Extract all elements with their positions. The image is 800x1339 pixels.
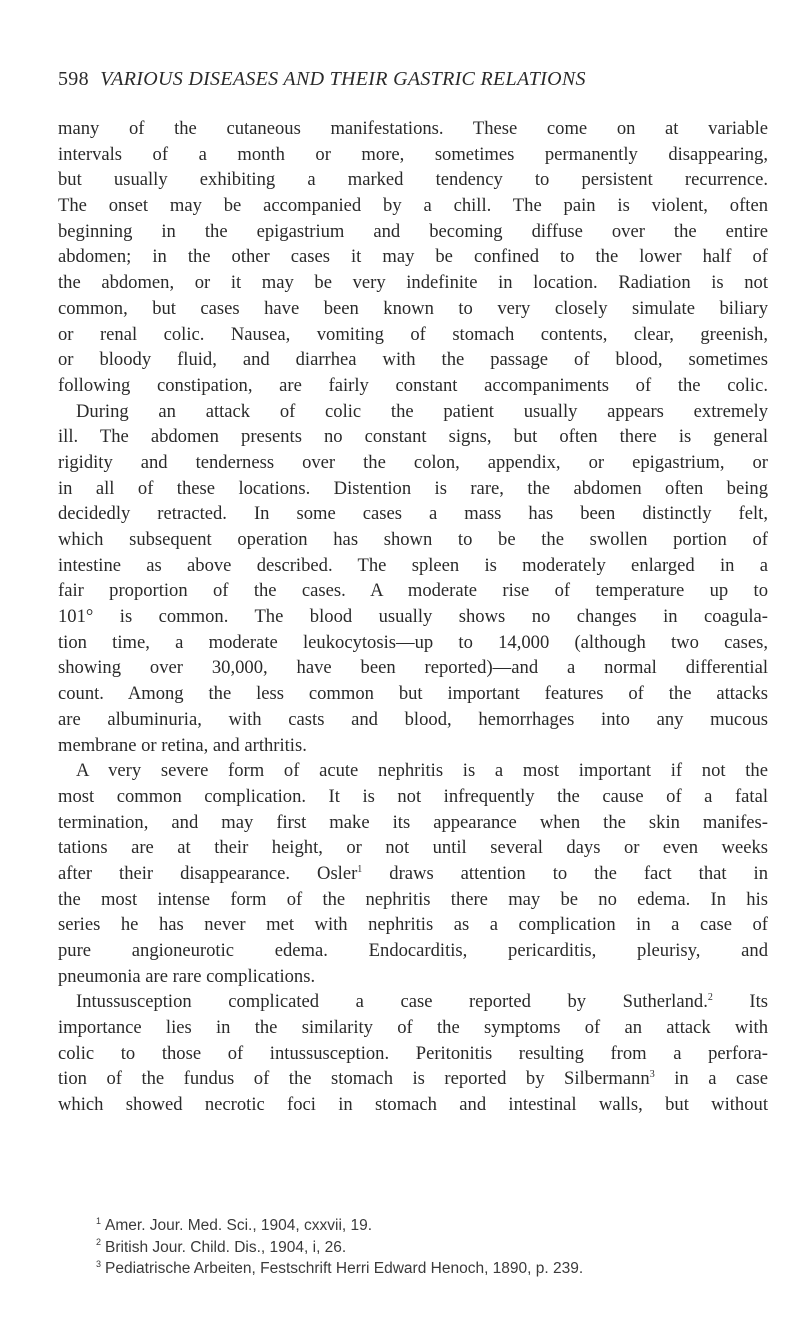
text-line: beginning in the epigastrium and becoming diffuse over the entire	[58, 220, 768, 242]
text-line: tations are at their height, or not until several days or even weeks	[58, 837, 768, 859]
text-line: importance lies in the similarity of the symptoms of an attack with	[58, 1017, 768, 1039]
footnote-mark: 1	[96, 1215, 102, 1226]
text-line: abdomen; in the other cases it may be confined to the lower half of	[58, 246, 768, 268]
text-line: most common complication. It is not infrequently the cause of a fatal	[58, 785, 768, 807]
footnote	[96, 1237, 776, 1259]
footnote-ref-3: 3	[649, 1069, 655, 1081]
text-line: ill. The abdomen presents no constant signs, but often there is general	[58, 426, 768, 448]
text-line: in all of these locations. Distention is rare, the abdomen often being	[58, 477, 768, 499]
text-line: intestine as above described. The spleen is moderately enlarged in a	[58, 554, 768, 576]
text-line: decidedly retracted. In some cases a mass has been distinctly felt,	[58, 503, 768, 525]
text-line: 101° is common. The blood usually shows no changes in coagula-	[58, 606, 768, 628]
running-header	[58, 68, 758, 91]
text-line: During an attack of colic the patient usually appears extremely	[76, 400, 768, 422]
footnote-ref-2: 2	[707, 992, 713, 1004]
text-line: pure angioneurotic edema. Endocarditis, pericarditis, pleurisy, and	[58, 940, 768, 961]
footnote-ref-1: 1	[357, 863, 363, 875]
text-line: count. Among the less common but important features of the attacks	[58, 683, 768, 705]
text-line: tion time, a moderate leukocytosis—up to 14,000 (although two cases,	[58, 631, 768, 653]
text-segment: Its	[712, 991, 768, 1013]
text-line: the most intense form of the nephritis there may be no edema. In his	[58, 888, 768, 910]
text-segment: Intussusception complicated a case reported by Sutherland.	[76, 991, 708, 1013]
footnote	[96, 1258, 776, 1280]
text-line: are albuminuria, with casts and blood, hemorrhages into any mucous	[58, 708, 768, 730]
text-segment: draws attention to the fact that in	[362, 862, 768, 884]
text-line: membrane or retina, and arthritis.	[58, 734, 307, 756]
footnote-text: Pediatrische Arbeiten, Festschrift Herri Edward Henoch, 1890, p. 239.	[105, 1260, 584, 1277]
footnote-text: British Jour. Child. Dis., 1904, i, 26.	[105, 1238, 347, 1256]
text-line	[58, 861, 768, 887]
text-line: which subsequent operation has shown to be the swollen portion of	[58, 529, 768, 550]
text-line: showing over 30,000, have been reported)—and a normal differential	[58, 657, 768, 679]
text-line: which showed necrotic foci in stomach and intestinal walls, but without	[58, 1094, 768, 1116]
footnote-text: Amer. Jour. Med. Sci., 1904, cxxvii, 19.	[105, 1217, 373, 1234]
footnote	[96, 1215, 776, 1237]
text-line: rigidity and tenderness over the colon, appendix, or epigastrium, or	[58, 451, 768, 473]
text-line: The onset may be accompanied by a chill. The pain is violent, often	[58, 195, 768, 217]
text-line: fair proportion of the cases. A moderate rise of temperature up to	[58, 580, 768, 602]
text-line: common, but cases have been known to very closely simulate biliary	[58, 297, 768, 319]
text-line: the abdomen, or it may be very indefinite in location. Radiation is not	[58, 272, 768, 294]
text-line: or renal colic. Nausea, vomiting of stomach contents, clear, greenish,	[58, 323, 768, 345]
text-line: or bloody fluid, and diarrhea with the passage of blood, sometimes	[58, 349, 768, 371]
text-line	[58, 989, 768, 1015]
body-text	[58, 116, 768, 1118]
text-line: many of the cutaneous manifestations. These come on at variable	[58, 118, 768, 139]
footnote-mark: 2	[96, 1237, 102, 1248]
page-number: 598	[58, 68, 89, 90]
text-line: pneumonia are rare complications.	[58, 965, 316, 987]
text-segment: after their disappearance. Osler	[58, 862, 358, 884]
text-line: termination, and may first make its appearance when the skin manifes-	[58, 811, 768, 833]
text-line: but usually exhibiting a marked tendency to persistent recurrence.	[58, 169, 768, 191]
footnote-mark: 3	[96, 1258, 102, 1269]
text-line	[58, 1066, 768, 1092]
text-segment: in a case	[654, 1068, 768, 1090]
running-title: VARIOUS DISEASES AND THEIR GASTRIC RELATIONS	[100, 68, 586, 90]
text-line: series he has never met with nephritis as a complication in a case of	[58, 914, 768, 936]
text-line: colic to those of intussusception. Peritonitis resulting from a perfora-	[58, 1042, 768, 1064]
text-segment: tion of the fundus of the stomach is reported by Silbermann	[58, 1068, 650, 1090]
footnotes	[96, 1215, 776, 1280]
text-line: A very severe form of acute nephritis is a most important if not the	[76, 760, 768, 782]
text-line: following constipation, are fairly constant accompaniments of the colic.	[58, 374, 768, 396]
text-line: intervals of a month or more, sometimes permanently disappearing,	[58, 143, 768, 165]
